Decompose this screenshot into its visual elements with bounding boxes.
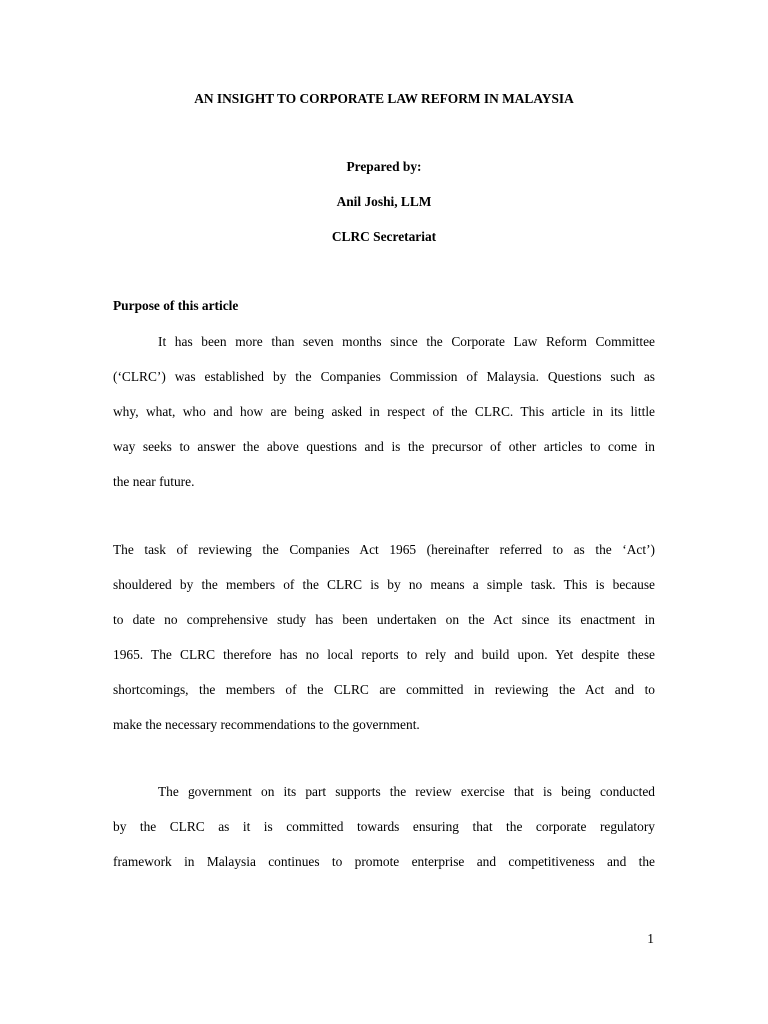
paragraph-2 <box>113 541 655 751</box>
page-number: 1 <box>647 931 654 946</box>
document-title: AN INSIGHT TO CORPORATE LAW REFORM IN MALAYSIA <box>194 91 574 106</box>
paragraph-line: framework in Malaysia continues to promote enterprise and competitiveness and the <box>113 854 655 869</box>
paragraph-line: 1965. The CLRC therefore has no local reports to rely and build upon. Yet despite these <box>113 647 655 662</box>
paragraph-line: the near future. <box>113 474 195 489</box>
paragraph-line: The task of reviewing the Companies Act 1965 (hereinafter referred to as the ‘Act’) <box>113 542 655 557</box>
paragraph-line: why, what, who and how are being asked in respect of the CLRC. This article in its little <box>113 404 655 419</box>
paragraph-line: shortcomings, the members of the CLRC are committed in reviewing the Act and to <box>113 682 655 697</box>
paragraph-line: (‘CLRC’) was established by the Companies Commission of Malaysia. Questions such as <box>113 369 655 384</box>
paragraph-1 <box>113 333 655 508</box>
paragraph-line: shouldered by the members of the CLRC is by no means a simple task. This is because <box>113 577 655 592</box>
paragraph-line: way seeks to answer the above questions and is the precursor of other articles to come in <box>113 439 655 454</box>
author-name: Anil Joshi, LLM <box>336 194 432 209</box>
paragraph-line: The government on its part supports the review exercise that is being conducted <box>158 784 655 799</box>
section-heading: Purpose of this article <box>113 298 239 313</box>
prepared-by-label: Prepared by: <box>346 159 422 174</box>
paragraph-line: make the necessary recommendations to the government. <box>113 717 420 732</box>
paragraph-line: It has been more than seven months since the Corporate Law Reform Committee <box>158 334 655 349</box>
paragraph-line: to date no comprehensive study has been undertaken on the Act since its enactment in <box>113 612 655 627</box>
paragraph-3 <box>113 783 655 888</box>
author-organization: CLRC Secretariat <box>331 229 437 244</box>
paragraph-line: by the CLRC as it is committed towards ensuring that the corporate regulatory <box>113 819 655 834</box>
